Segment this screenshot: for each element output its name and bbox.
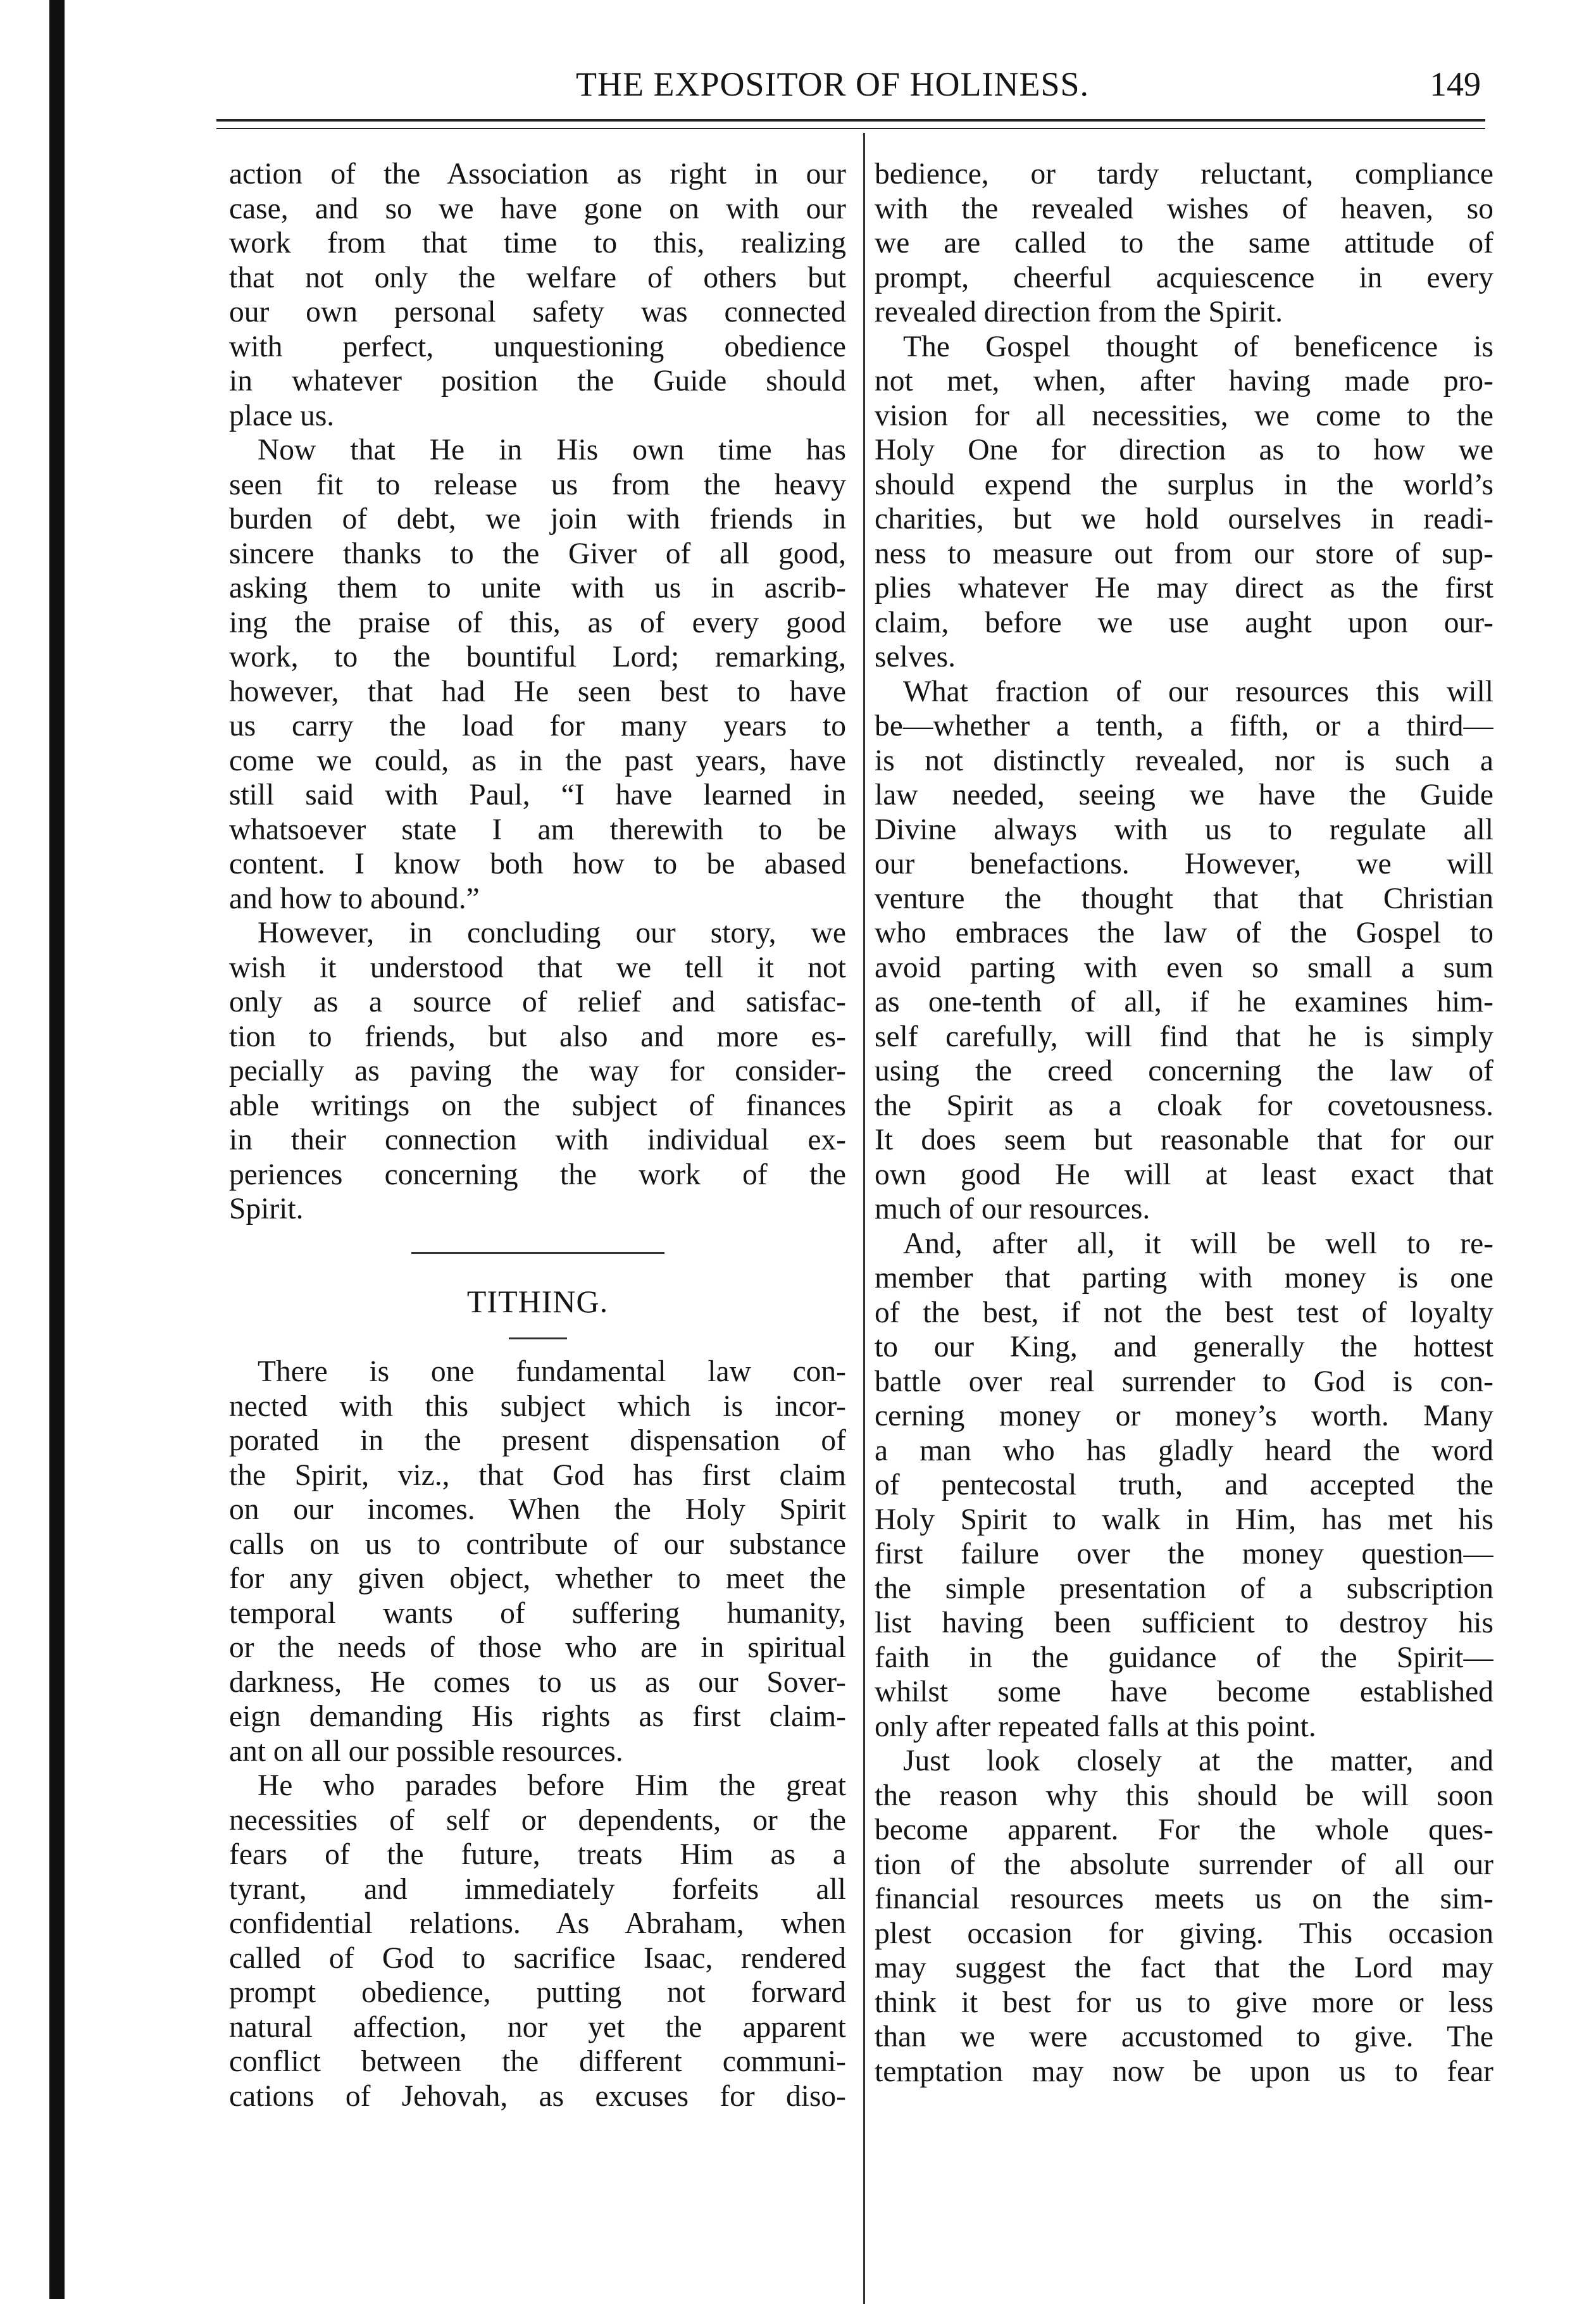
text-line: venture the thought that that Christian [875,882,1493,915]
text-line: only after repeated falls at this point. [875,1710,1316,1743]
text-line: periences concerning the work of the [229,1158,846,1191]
text-line: wish it understood that we tell it not [229,951,846,984]
text-line: cations of Jehovah, as excuses for diso- [229,2079,846,2113]
text-line: sincere thanks to the Giver of all good, [229,537,846,570]
paragraph [875,157,1493,330]
text-line: tion to friends, but also and more es- [229,1020,846,1053]
text-line: temporal wants of suffering humanity, [229,1596,846,1630]
text-line: ing the praise of this, as of every good [229,606,846,639]
text-line: become apparent. For the whole ques- [875,1813,1493,1846]
text-line: The Gospel thought of beneficence is [903,330,1493,363]
text-line: ant on all our possible resources. [229,1734,623,1768]
text-line: necessities of self or dependents, or the [229,1803,846,1837]
text-line: still said with Paul, “I have learned in [229,779,846,811]
text-line: Holy Spirit to walk in Him, has met his [875,1503,1493,1536]
text-line: in their connection with individual ex- [229,1124,846,1156]
header-rule-thin [216,128,1485,129]
text-line: burden of debt, we join with friends in [229,503,846,535]
paragraph [875,675,1493,1227]
text-line: using the creed concerning the law of [875,1055,1493,1087]
text-line: with perfect, unquestioning obedience [229,330,846,363]
text-line: Spirit. [229,1193,304,1225]
text-line: member that parting with money is one [875,1262,1493,1294]
paragraph [229,916,846,1227]
text-line: pecially as paving the way for consider- [229,1055,846,1087]
binding-edge [49,0,65,2299]
text-line: list having been sufficient to destroy his [875,1606,1493,1639]
text-line: selves. [875,641,956,673]
left-column [229,157,846,2113]
text-line: to our King, and generally the hottest [875,1330,1493,1363]
text-line: of the best, if not the best test of loyalty [875,1296,1493,1329]
text-line: And, after all, it will be well to re- [903,1227,1493,1260]
text-line: plies whatever He may direct as the first [875,572,1493,604]
text-line: whilst some have become established [875,1675,1493,1708]
text-line: think it best for us to give more or less [875,1986,1493,2019]
text-line: with the revealed wishes of heaven, so [875,192,1493,225]
text-line: the Spirit as a cloak for covetousness. [875,1089,1493,1122]
text-line: bedience, or tardy reluctant, compliance [875,158,1493,191]
text-line: nected with this subject which is incor- [229,1389,846,1423]
text-line: able writings on the subject of finances [229,1089,846,1122]
text-line: conflict between the different communi- [229,2045,846,2078]
text-line: law needed, seeing we have the Guide [875,779,1493,811]
text-line: case, and so we have gone on with our [229,192,846,225]
text-line: What fraction of our resources this will [903,675,1493,708]
text-line: than we were accustomed to give. The [875,2020,1493,2053]
text-line: much of our resources. [875,1193,1150,1225]
text-line: action of the Association as right in our [229,158,846,191]
text-line: cerning money or money’s worth. Many [875,1399,1493,1432]
text-line: of pentecostal truth, and accepted the [875,1468,1493,1501]
text-line: is not distinctly revealed, nor is such a [875,744,1493,777]
text-line: place us. [229,399,335,432]
header-rule [216,119,1485,122]
text-line: charities, but we hold ourselves in readi- [875,503,1493,535]
text-line: in whatever position the Guide should [229,365,846,398]
text-line: ness to measure out from our store of sup- [875,537,1493,570]
paragraph [229,1355,846,1769]
page-header [215,51,1481,114]
paragraph [229,433,846,916]
text-line: called of God to sacrifice Isaac, rendered [229,1941,846,1975]
text-line: tyrant, and immediately forfeits all [229,1872,846,1906]
text-line: eign demanding His rights as first claim- [229,1700,846,1733]
text-line: Divine always with us to regulate all [875,813,1493,846]
text-line: There is one fundamental law con- [258,1355,846,1388]
column-divider [863,133,865,2304]
text-line: Just look closely at the matter, and [903,1744,1493,1777]
text-line: fears of the future, treats Him as a [229,1838,846,1871]
text-line: revealed direction from the Spirit. [875,296,1283,329]
right-column [875,157,1493,2089]
page-number: 149 [1430,65,1481,103]
paragraph [875,1227,1493,1744]
text-line: only as a source of relief and satisfac- [229,986,846,1018]
text-line: However, in concluding our story, we [258,917,846,949]
text-line: asking them to unite with us in ascrib- [229,572,846,604]
text-line: as one-tenth of all, if he examines him- [875,986,1493,1018]
paragraph [229,157,846,433]
text-line: work, to the bountiful Lord; remarking, [229,641,846,673]
text-line: should expend the surplus in the world’s [875,468,1493,501]
text-line: be—whether a tenth, a fifth, or a third— [875,710,1493,742]
text-line: a man who has gladly heard the word [875,1434,1493,1467]
text-line: who embraces the law of the Gospel to [875,917,1493,949]
text-line: temptation may now be upon us to fear [875,2055,1493,2088]
paragraph [875,1744,1493,2089]
text-line: prompt obedience, putting not forward [229,1976,846,2009]
text-line: own good He will at least exact that [875,1158,1493,1191]
text-line: faith in the guidance of the Spirit— [875,1641,1493,1674]
text-line: It does seem but reasonable that for our [875,1124,1493,1156]
text-line: not met, when, after having made pro- [875,365,1493,398]
text-line: content. I know both how to be abased [229,848,846,880]
text-line: seen fit to release us from the heavy [229,468,846,501]
text-line: He who parades before Him the great [258,1769,846,1802]
text-line: that not only the welfare of others but [229,261,846,294]
text-line: however, that had He seen best to have [229,675,846,708]
text-line: plest occasion for giving. This occasion [875,1917,1493,1950]
text-line: work from that time to this, realizing [229,227,846,260]
text-line: the reason why this should be will soon [875,1779,1493,1812]
text-line: our benefactions. However, we will [875,848,1493,880]
text-line: come we could, as in the past years, have [229,744,846,777]
text-line: self carefully, will find that he is simply [875,1020,1493,1053]
text-line: calls on us to contribute of our substance [229,1527,846,1561]
text-line: the Spirit, viz., that God has first claim [229,1458,846,1492]
text-line: prompt, cheerful acquiescence in every [875,261,1493,294]
text-line: porated in the present dispensation of [229,1424,846,1457]
paragraph [875,330,1493,675]
text-line: claim, before we use aught upon our- [875,606,1493,639]
text-line: Now that He in His own time has [258,434,846,466]
running-title: THE EXPOSITOR OF HOLINESS. [576,65,1090,103]
text-line: the simple presentation of a subscription [875,1572,1493,1605]
text-line: Holy One for direction as to how we [875,434,1493,466]
text-line: for any given object, whether to meet the [229,1562,846,1595]
text-line: our own personal safety was connected [229,296,846,329]
section-heading: TITHING. [466,1283,609,1319]
text-line: darkness, He comes to us as our Sover- [229,1665,846,1699]
text-line: confidential relations. As Abraham, when [229,1907,846,1940]
text-line: we are called to the same attitude of [875,227,1493,260]
text-line: whatsoever state I am therewith to be [229,813,846,846]
text-line: natural affection, nor yet the apparent [229,2010,846,2044]
text-line: may suggest the fact that the Lord may [875,1951,1493,1984]
paragraph [229,1769,846,2113]
text-line: first failure over the money question— [875,1537,1493,1570]
text-line: on our incomes. When the Holy Spirit [229,1493,846,1526]
text-line: vision for all necessities, we come to the [875,399,1493,432]
text-line: or the needs of those who are in spiritual [229,1631,846,1664]
text-line: and how to abound.” [229,882,480,915]
text-line: financial resources meets us on the sim- [875,1882,1493,1915]
text-line: battle over real surrender to God is con- [875,1365,1493,1398]
text-line: tion of the absolute surrender of all our [875,1848,1493,1881]
text-line: us carry the load for many years to [229,710,846,742]
text-line: avoid parting with even so small a sum [875,951,1493,984]
